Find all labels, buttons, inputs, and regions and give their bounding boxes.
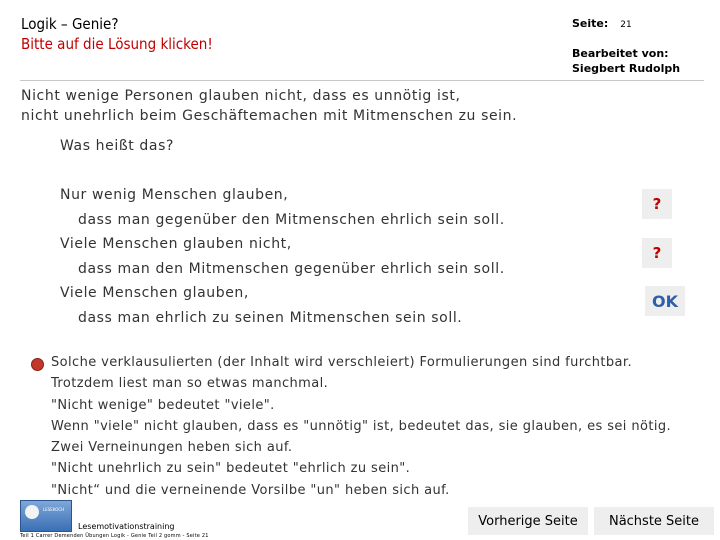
page-title: Logik – Genie? <box>21 15 119 33</box>
page-meta <box>572 16 681 75</box>
option-1-line-1: Nur wenig Menschen glauben, <box>60 187 289 203</box>
option-1-line-2: dass man gegenüber den Mitmenschen ehrlich sein soll. <box>78 211 505 228</box>
answer-options <box>60 183 505 331</box>
explanation-line-3: "Nicht wenige" bedeutet "viele". <box>51 397 275 413</box>
logo-text: LESEKOCH <box>43 507 65 512</box>
answer-3-ok-button[interactable]: OK <box>645 286 685 316</box>
chef-emblem-icon <box>25 505 39 519</box>
explanation-line-1: Solche verklausulierten (der Inhalt wird verschleiert) Formulierungen sind furchtbar. <box>51 355 633 370</box>
option-2-line-2: dass man den Mitmenschen gegenüber ehrlich sein soll. <box>78 260 505 277</box>
option-3-line-1: Viele Menschen glauben, <box>60 285 249 302</box>
footer-brand: Lesemotivationstraining <box>78 522 175 531</box>
footer-small-print: Teil 1 Carrer Demenden Übungen Logik - Genie Teil 2 gomm - Seite 21 <box>20 533 209 539</box>
editor-name: Siegbert Rudolph <box>572 62 681 75</box>
next-page-button[interactable]: Nächste Seite <box>594 507 714 535</box>
option-2-line-1: Viele Menschen glauben nicht, <box>60 236 292 253</box>
editor-label: Bearbeitet von: <box>572 47 669 60</box>
option-3-line-2: dass man ehrlich zu seinen Mitmenschen sein soll. <box>78 309 463 326</box>
page-label: Seite: <box>572 17 609 30</box>
publisher-logo <box>20 500 72 532</box>
answer-2-button[interactable]: ? <box>642 238 672 268</box>
intro-line-1: Nicht wenige Personen glauben nicht, dass es unnötig ist, <box>21 88 461 104</box>
intro-statement <box>21 86 517 126</box>
question-text: Was heißt das? <box>60 138 174 154</box>
header-divider <box>20 80 704 81</box>
answer-option-3[interactable] <box>60 281 505 330</box>
bullet-icon <box>31 358 44 371</box>
page-instruction: Bitte auf die Lösung klicken! <box>21 35 213 53</box>
previous-page-button[interactable]: Vorherige Seite <box>468 507 588 535</box>
intro-line-2: nicht unehrlich beim Geschäftemachen mit Mitmenschen zu sein. <box>21 108 518 124</box>
answer-option-2[interactable] <box>60 232 505 281</box>
page-heading <box>21 14 213 54</box>
explanation-line-2: Trotzdem liest man so etwas manchmal. <box>51 376 329 392</box>
explanation-line-5: Zwei Verneinungen heben sich auf. <box>51 440 293 456</box>
explanation-text <box>51 352 671 501</box>
explanation-line-4: Wenn "viele" nicht glauben, dass es "unnötig" ist, bedeutet das, sie glauben, es sei nötig. <box>51 418 672 434</box>
page-number: 21 <box>620 20 632 30</box>
explanation-line-7: "Nicht“ und die verneinende Vorsilbe "un" heben sich auf. <box>51 482 450 498</box>
editor-credit <box>572 46 712 76</box>
answer-option-1[interactable] <box>60 183 505 232</box>
answer-1-button[interactable]: ? <box>642 189 672 219</box>
explanation-line-6: "Nicht unehrlich zu sein" bedeutet "ehrlich zu sein". <box>51 461 411 477</box>
